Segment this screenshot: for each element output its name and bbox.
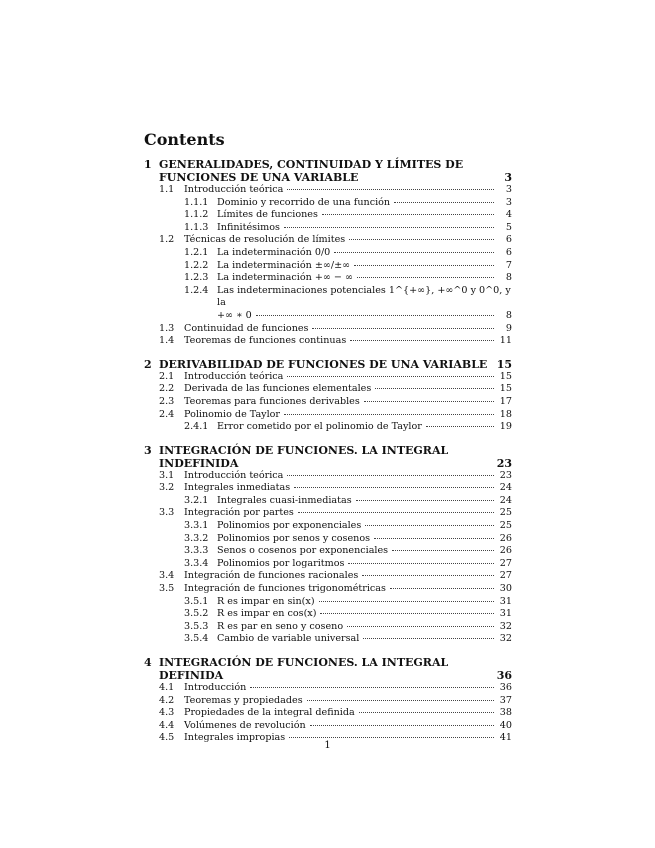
- entry-title: Las indeterminaciones potenciales 1^{+∞}, +∞^0 y 0^0, y la: [217, 284, 511, 309]
- dot-leader: [426, 425, 494, 427]
- dot-leader: [348, 562, 494, 564]
- toc-chapter-heading[interactable]: [144, 358, 512, 371]
- entry-number: 1.2.2: [184, 259, 209, 271]
- entry-number: 3.3.3: [184, 545, 209, 557]
- entry-page-number: 27: [499, 557, 512, 569]
- dot-leader: [350, 339, 494, 341]
- entry-number: 1.2: [159, 234, 175, 246]
- toc-section[interactable]: [144, 707, 512, 720]
- entry-page-number: 11: [499, 335, 512, 347]
- toc-section[interactable]: [144, 507, 512, 520]
- entry-title-continuation: +∞ ∗ 0: [217, 309, 252, 321]
- entry-number: 4.2: [159, 694, 175, 706]
- entry-title: La indeterminación ±∞/±∞: [217, 259, 351, 271]
- page-title: Contents: [144, 130, 225, 149]
- dot-leader: [320, 612, 494, 614]
- entry-number: 1.4: [159, 335, 175, 347]
- entry-number: 2.4.1: [184, 421, 209, 433]
- entry-page-number: 26: [499, 545, 512, 557]
- entry-title: Teoremas de funciones continuas: [184, 335, 347, 347]
- entry-title: Continuidad de funciones: [184, 322, 309, 334]
- toc-subsection[interactable]: [144, 533, 512, 546]
- chapter-number: 1: [144, 158, 152, 171]
- dot-leader: [284, 226, 494, 228]
- table-of-contents: [144, 158, 512, 745]
- entry-title: Infinitésimos: [217, 221, 280, 233]
- toc-subsection[interactable]: [144, 260, 512, 273]
- toc-subsection[interactable]: [144, 596, 512, 609]
- entry-title: Técnicas de resolución de límites: [184, 234, 346, 246]
- entry-number: 3.5.1: [184, 595, 209, 607]
- entry-number: 2.4: [159, 408, 175, 420]
- entry-title: La indeterminación +∞ − ∞: [217, 272, 353, 284]
- dot-leader: [287, 474, 494, 476]
- entry-page-number: 15: [499, 383, 512, 395]
- entry-number: 3.5.2: [184, 608, 209, 620]
- entry-page-number: 25: [499, 520, 512, 532]
- toc-chapter-heading[interactable]: [144, 656, 512, 682]
- dot-leader: [392, 549, 494, 551]
- toc-section[interactable]: [144, 184, 512, 197]
- toc-section[interactable]: [144, 482, 512, 495]
- entry-title: Introducción teórica: [184, 370, 284, 382]
- entry-number: 3.3: [159, 507, 175, 519]
- toc-section[interactable]: [144, 335, 512, 348]
- entry-page-number: 5: [505, 221, 512, 233]
- dot-leader: [287, 375, 494, 377]
- toc-chapter: [144, 358, 512, 434]
- entry-number: 3.1: [159, 469, 175, 481]
- entry-number: 3.5.3: [184, 620, 209, 632]
- entry-page-number: 30: [499, 583, 512, 595]
- toc-chapter-heading[interactable]: [144, 158, 512, 184]
- toc-subsection[interactable]: [144, 520, 512, 533]
- chapter-title: INTEGRACIÓN DE FUNCIONES. LA INTEGRAL DEFINIDA: [159, 656, 449, 682]
- entry-page-number: 3: [505, 184, 512, 195]
- entry-title: Cambio de variable universal: [217, 633, 360, 645]
- toc-chapter-heading[interactable]: [144, 444, 512, 470]
- entry-number: 3.5: [159, 583, 175, 595]
- entry-page-number: 23: [499, 469, 512, 481]
- toc-subsection[interactable]: [144, 197, 512, 210]
- entry-page-number: 31: [499, 608, 512, 620]
- entry-title: Introducción teórica: [184, 469, 284, 481]
- entry-number: 3.2.1: [184, 494, 209, 506]
- entry-page-number: 31: [499, 595, 512, 607]
- entry-title: Integrales cuasi-inmediatas: [217, 494, 352, 506]
- entry-title: Integración de funciones trigonométricas: [184, 583, 386, 595]
- entry-title: Derivada de las funciones elementales: [184, 383, 372, 395]
- dot-leader: [394, 201, 494, 203]
- chapter-page-number: 15: [496, 357, 512, 371]
- entry-title: Senos o cosenos por exponenciales: [217, 545, 389, 557]
- dot-leader: [294, 486, 494, 488]
- entry-title: Propiedades de la integral definida: [184, 707, 355, 719]
- entry-page-number: 18: [499, 408, 512, 420]
- toc-section[interactable]: [144, 583, 512, 596]
- dot-leader: [322, 213, 494, 215]
- entry-number: 1.1: [159, 184, 175, 195]
- dot-leader: [307, 699, 494, 701]
- entry-number: 1.3: [159, 322, 175, 334]
- chapter-title: GENERALIDADES, CONTINUIDAD Y LÍMITES DE FUNCIONES DE UNA VARIABLE: [159, 158, 464, 184]
- entry-page-number: 7: [505, 259, 512, 271]
- entry-page-number: 26: [499, 532, 512, 544]
- entry-title: Polinomios por exponenciales: [217, 520, 362, 532]
- entry-title: Polinomio de Taylor: [184, 408, 281, 420]
- chapter-page-number: 23: [496, 456, 512, 470]
- toc-subsection[interactable]: [144, 209, 512, 222]
- entry-number: 2.2: [159, 383, 175, 395]
- entry-number: 2.3: [159, 395, 175, 407]
- chapter-page-number: 36: [496, 669, 512, 682]
- entry-title: R es par en seno y coseno: [217, 620, 344, 632]
- entry-number: 1.1.3: [184, 221, 209, 233]
- dot-leader: [374, 537, 494, 539]
- dot-leader: [284, 413, 494, 415]
- entry-title: Introducción teórica: [184, 184, 284, 195]
- entry-title: Teoremas para funciones derivables: [184, 395, 360, 407]
- toc-subsection[interactable]: [144, 222, 512, 235]
- dot-leader: [319, 600, 494, 602]
- entry-number: 1.2.3: [184, 272, 209, 284]
- toc-subsection[interactable]: [144, 247, 512, 260]
- toc-chapter: [144, 444, 512, 646]
- toc-subsection[interactable]: [144, 608, 512, 621]
- entry-number: 2.1: [159, 370, 175, 382]
- entry-page-number: 4: [505, 209, 512, 221]
- entry-number: 3.5.4: [184, 633, 209, 645]
- dot-leader: [364, 400, 494, 402]
- entry-title: Teoremas y propiedades: [184, 694, 303, 706]
- entry-page-number: 9: [505, 322, 512, 334]
- dot-leader: [363, 637, 494, 639]
- dot-leader: [298, 511, 494, 513]
- entry-number: 4.1: [159, 682, 175, 693]
- dot-leader: [256, 314, 494, 316]
- entry-title: Integración por partes: [184, 507, 294, 519]
- entry-title: Límites de funciones: [217, 209, 318, 221]
- entry-number: 1.2.1: [184, 246, 209, 258]
- entry-page-number: 3: [505, 196, 512, 208]
- entry-page-number: 6: [505, 246, 512, 258]
- toc-section[interactable]: [144, 695, 512, 708]
- chapter-title: DERIVABILIDAD DE FUNCIONES DE UNA VARIABLE: [159, 357, 488, 371]
- dot-leader: [310, 724, 494, 726]
- entry-title: Polinomios por logaritmos: [217, 557, 345, 569]
- entry-page-number: 40: [499, 719, 512, 731]
- entry-number: 1.1.1: [184, 196, 209, 208]
- entry-page-number: 37: [499, 694, 512, 706]
- entry-page-number: 25: [499, 507, 512, 519]
- entry-page-number: 24: [499, 494, 512, 506]
- entry-page-number: 6: [505, 234, 512, 246]
- entry-number: 4.5: [159, 732, 175, 744]
- dot-leader: [357, 276, 494, 278]
- entry-title: Integrales impropias: [184, 732, 286, 744]
- dot-leader: [359, 711, 494, 713]
- entry-page-number: 24: [499, 482, 512, 494]
- entry-page-number: 8: [505, 309, 512, 321]
- entry-number: 1.1.2: [184, 209, 209, 221]
- dot-leader: [347, 625, 494, 627]
- entry-number: 3.3.2: [184, 532, 209, 544]
- entry-number: 3.4: [159, 570, 175, 582]
- dot-leader: [289, 736, 494, 738]
- entry-page-number: 32: [499, 633, 512, 645]
- entry-page-number: 36: [499, 682, 512, 693]
- entry-page-number: 32: [499, 620, 512, 632]
- page-number: 1: [324, 740, 331, 751]
- toc-section[interactable]: [144, 396, 512, 409]
- entry-title: Integración de funciones racionales: [184, 570, 359, 582]
- chapter-number: 4: [144, 656, 152, 669]
- entry-title: Introducción: [184, 682, 247, 693]
- entry-page-number: 38: [499, 707, 512, 719]
- dot-leader: [250, 686, 494, 688]
- dot-leader: [390, 587, 494, 589]
- entry-page-number: 41: [499, 732, 512, 744]
- entry-number: 3.3.4: [184, 557, 209, 569]
- dot-leader: [312, 327, 494, 329]
- entry-title: Volúmenes de revolución: [184, 719, 306, 731]
- chapter-page-number: 3: [504, 171, 512, 184]
- dot-leader: [362, 574, 494, 576]
- entry-number: 3.2: [159, 482, 175, 494]
- toc-subsection[interactable]: [144, 545, 512, 558]
- toc-section[interactable]: [144, 682, 512, 695]
- dot-leader: [356, 499, 494, 501]
- entry-title: Error cometido por el polinomio de Taylor: [217, 421, 422, 433]
- dot-leader: [349, 238, 494, 240]
- entry-page-number: 8: [505, 272, 512, 284]
- entry-title: Integrales inmediatas: [184, 482, 291, 494]
- chapter-number: 2: [144, 357, 152, 371]
- dot-leader: [375, 387, 494, 389]
- dot-leader: [365, 524, 494, 526]
- toc-subsection[interactable]: [144, 272, 512, 285]
- toc-subsection[interactable]: [144, 421, 512, 434]
- entry-page-number: 15: [499, 370, 512, 382]
- entry-title: R es impar en cos(x): [217, 608, 317, 620]
- toc-section[interactable]: [144, 383, 512, 396]
- entry-page-number: 27: [499, 570, 512, 582]
- toc-section[interactable]: [144, 409, 512, 422]
- dot-leader: [287, 188, 494, 190]
- entry-number: 4.4: [159, 719, 175, 731]
- toc-subsection[interactable]: [144, 285, 512, 323]
- toc-section[interactable]: [144, 720, 512, 733]
- dot-leader: [354, 264, 494, 266]
- entry-number: 3.3.1: [184, 520, 209, 532]
- entry-title: Polinomios por senos y cosenos: [217, 532, 371, 544]
- toc-chapter: [144, 656, 512, 745]
- entry-page-number: 17: [499, 395, 512, 407]
- entry-title: Dominio y recorrido de una función: [217, 196, 391, 208]
- toc-section[interactable]: [144, 470, 512, 483]
- toc-section[interactable]: [144, 323, 512, 336]
- toc-section[interactable]: [144, 570, 512, 583]
- toc-section[interactable]: [144, 234, 512, 247]
- entry-title: La indeterminación 0/0: [217, 246, 331, 258]
- toc-chapter: [144, 158, 512, 348]
- toc-subsection[interactable]: [144, 621, 512, 634]
- toc-section[interactable]: [144, 371, 512, 384]
- entry-number: 1.2.4: [184, 284, 209, 296]
- entry-number: 4.3: [159, 707, 175, 719]
- dot-leader: [334, 251, 494, 253]
- toc-subsection[interactable]: [144, 633, 512, 646]
- chapter-number: 3: [144, 443, 152, 457]
- entry-page-number: 19: [499, 421, 512, 433]
- entry-title: R es impar en sin(x): [217, 595, 315, 607]
- toc-subsection[interactable]: [144, 558, 512, 571]
- toc-subsection[interactable]: [144, 495, 512, 508]
- chapter-title: INTEGRACIÓN DE FUNCIONES. LA INTEGRAL INDEFINIDA: [159, 443, 449, 470]
